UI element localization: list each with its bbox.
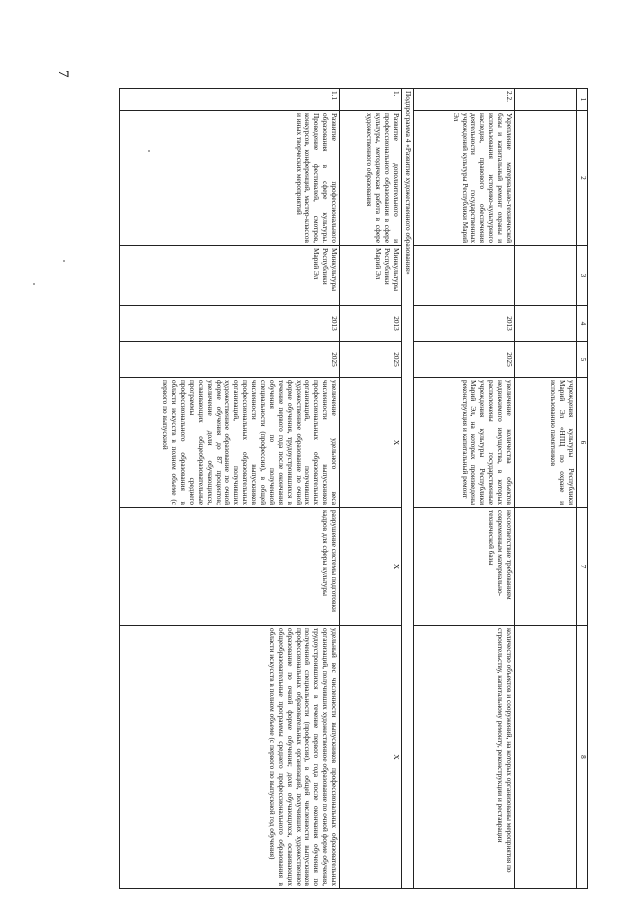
row-number (515, 89, 577, 111)
executor (515, 246, 577, 306)
indicator: Х (340, 626, 402, 889)
page-number: 7 (55, 70, 71, 78)
end-year: 2025 (414, 342, 515, 378)
start-year (515, 306, 577, 342)
start-year: 2013 (414, 306, 515, 342)
table-row (515, 89, 577, 889)
column-header: 3 (577, 246, 588, 306)
column-header: 6 (577, 378, 588, 508)
expected-result: Х (340, 378, 402, 508)
indicator (515, 626, 577, 889)
end-year: 2025 (120, 342, 340, 378)
measure-name: Укрепление материально-технической базы и капитальный ремонт охраны и использования историко-культурного наследия, правового обеспечения деятельности государственных учреждений культуры Республики Марий Эл (414, 111, 515, 246)
end-year: 2025 (340, 342, 402, 378)
table-row (414, 89, 515, 889)
executor (414, 246, 515, 306)
measure-name: Развитие дополнительного и профессионального образования в сфере культуры, методическая работа в сфере художественного образования (340, 111, 402, 246)
expected-result: увеличение количества объектов недвижимого имущества, в которых расположены государственные учреждения культуры Республики Марий Эл, на которых произведены реконструкция и капитальный ремонт (414, 378, 515, 508)
row-number: 1. (340, 89, 402, 111)
measure-name (515, 111, 577, 246)
consequence: разрушение системы подготовки кадров для сферы культуры (120, 508, 340, 626)
column-header: 7 (577, 508, 588, 626)
rotated-table-container (80, 88, 588, 888)
subprogram-row (402, 89, 414, 889)
expected-result: учреждения культуры Республики Марий Эл «НПЦ по охране и использованию памятников (515, 378, 577, 508)
row-number: 1.1 (120, 89, 340, 111)
consequence: несоответствие требованиям современным материально-технической базы (414, 508, 515, 626)
column-header: 5 (577, 342, 588, 378)
table-row (340, 89, 402, 889)
scan-speck (33, 283, 35, 285)
indicator: удельный вес численности выпускников профессиональных образовательных организаций, получивших художественное образование по очной форме обучения, трудоустроившихся в течение первого года после окончания обучения по полученной специальности (профессии), в общей численности выпускников профессиональных образовательных организаций, получивших художественное образование по очной форме обучения; доля обучающихся, осваивающих общеобразовательные программы среднего профессионального образования в области искусств в полном объеме (с первого по выпускной год обучения) (120, 626, 340, 889)
column-header: 2 (577, 111, 588, 246)
subprogram-title: Подпрограмма 4 «Развитие художественного образования» (402, 89, 414, 889)
column-number-row (577, 89, 588, 889)
end-year (515, 342, 577, 378)
program-measures-table (119, 88, 588, 889)
executor: Минкультуры Республики Марий Эл (120, 246, 340, 306)
expected-result: увеличение удельного веса численности выпускников профессиональных образовательных организаций, получивших художественное образование по очной форме обучения, трудоустроившихся в течение первого года после окончания обучения по полученной специальности (профессии), в общей численности выпускников профессиональных образовательных организаций, получивших художественное образование по очной форме обучения до 87 процентов; увеличение доли обучающихся, осваивающих общеобразовательные программы среднего профессионального образования в области искусств в полном объеме (с первого по выпускной (120, 378, 340, 508)
consequence (515, 508, 577, 626)
start-year: 2013 (120, 306, 340, 342)
column-header: 8 (577, 626, 588, 889)
column-header: 1 (577, 89, 588, 111)
table-row (120, 89, 340, 889)
start-year: 2013 (340, 306, 402, 342)
row-number: 2.2. (414, 89, 515, 111)
executor: Минкультуры Республики Марий Эл (340, 246, 402, 306)
column-header: 4 (577, 306, 588, 342)
indicator: количество объектов и сооружений, на которых организованы мероприятия по строительству, капитальному ремонту, реконструкции и реставрации (414, 626, 515, 889)
scan-speck (63, 260, 65, 262)
consequence: Х (340, 508, 402, 626)
measure-name: Развитие профессионального образования в сфере культуры. Проведение фестивалей, смотров, конкурсов, конференций, мастер-классов и иных творческих мероприятий (120, 111, 340, 246)
